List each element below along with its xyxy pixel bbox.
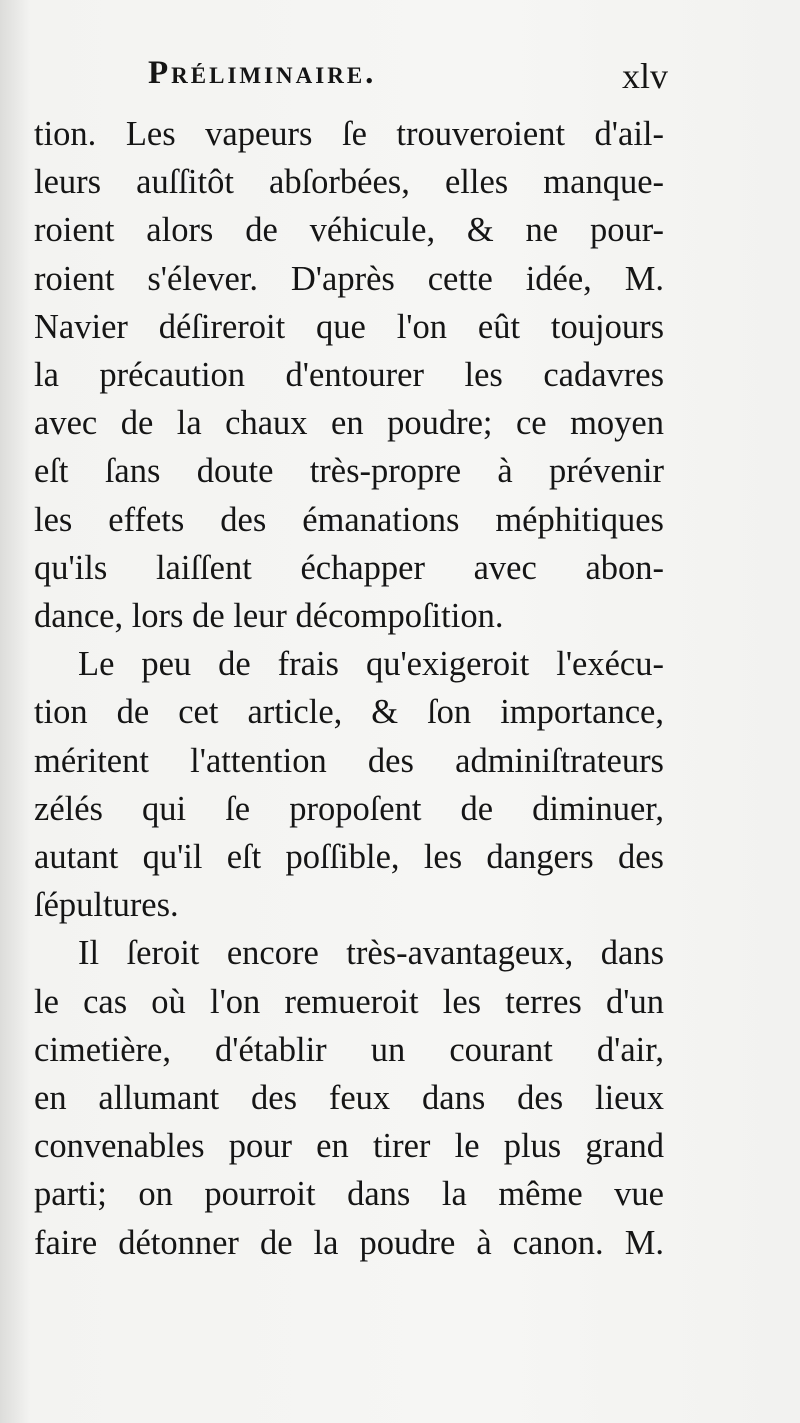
page-header [148,55,668,105]
text-line: méritent l'attention des adminiſtrateurs [34,741,664,780]
text-line: les effets des émanations méphitiques [34,500,664,539]
text-line: roient s'élever. D'après cette idée, M. [34,259,664,298]
text-line: autant qu'il eſt poſſible, les dangers des [34,838,664,877]
text-line: en allumant des feux dans des lieux [34,1079,664,1118]
body-text [34,110,664,1267]
page-number: xlv [621,56,668,96]
text-line: Navier déſireroit que l'on eût toujours [34,307,664,346]
text-line: leurs auſſitôt abſorbées, elles manque- [34,163,664,202]
text-line: parti; on pourroit dans la même vue [34,1175,664,1214]
paragraph-start-line: Le peu de frais qu'exigeroit l'exécu- [78,645,664,684]
text-line: qu'ils laiſſent échapper avec abon- [34,548,664,587]
running-title: Préliminaire. [148,55,377,91]
paragraph-start-line: Il ſeroit encore très-avantageux, dans [78,934,664,973]
text-line: ſépultures. [34,886,179,925]
text-line: roient alors de véhicule, & ne pour- [34,211,664,250]
text-line: convenables pour en tirer le plus grand [34,1127,664,1166]
text-line: cimetière, d'établir un courant d'air, [34,1030,664,1069]
text-line: tion de cet article, & ſon importance, [34,693,664,732]
text-line: le cas où l'on remueroit les terres d'un [34,982,664,1021]
text-line: dance, lors de leur décompoſition. [34,597,504,636]
text-line: avec de la chaux en poudre; ce moyen [34,404,664,443]
text-line: faire détonner de la poudre à canon. M. [34,1223,664,1262]
text-line: zélés qui ſe propoſent de diminuer, [34,789,664,828]
text-line: la précaution d'entourer les cadavres [34,356,664,395]
text-line: tion. Les vapeurs ſe trouveroient d'ail- [34,115,664,153]
text-line: eſt ſans doute très-propre à prévenir [34,452,664,491]
